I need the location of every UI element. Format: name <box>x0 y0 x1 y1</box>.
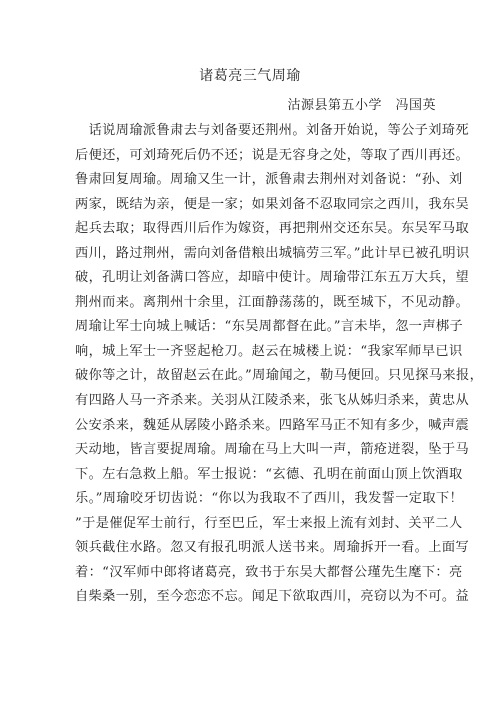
text-line: 响，城上军士一齐竖起枪刀。赵云在城楼上说：“我家军师早已识 <box>75 343 463 359</box>
document-title: 诸葛亮三气周瑜 <box>199 68 301 84</box>
text-line: 着：“汉军师中郎将诸葛亮，致书于东吴大都督公瑾先生麾下：亮 <box>75 564 463 580</box>
story-body <box>75 119 484 610</box>
text-line: 话说周瑜派鲁肃去与刘备要还荆州。刘备开始说，等公子刘琦死 <box>75 123 470 138</box>
text-line: 西川，路过荆州，需向刘备借粮出城犒劳三军。”此计早已被孔明识 <box>75 245 470 261</box>
text-line: 乐。”周瑜咬牙切齿说：“你以为我取不了西川，我发誓一定取下！ <box>75 491 464 507</box>
text-line: 破，孔明让刘备满口答应，却暗中使计。周瑜带江东五万大兵，望 <box>75 270 470 286</box>
text-line: 下。左右急救上船。军士报说：“玄德、孔明在前面山顶上饮酒取 <box>75 466 463 482</box>
text-line: 起兵去取；取得西川后作为嫁资，再把荆州交还东吴。东吴军马取 <box>75 221 470 237</box>
text-line: 自柴桑一别，至今恋恋不忘。闻足下欲取西川，亮窃以为不可。益 <box>75 589 470 605</box>
text-line: 破你等之计，故留赵云在此。”周瑜闻之，勒马便回。只见探马来报， <box>75 368 484 384</box>
text-line: 两家，既结为亲，便是一家；如果刘备不忍取同宗之西川，我东吴 <box>75 196 470 212</box>
text-line: 周瑜让军士向城上喊话：“东吴周都督在此。”言未毕，忽一声梆子 <box>75 319 464 335</box>
text-line: 公安杀来，魏延从孱陵小路杀来。四路军马正不知有多少，喊声震 <box>75 417 470 433</box>
text-line: 领兵截住水路。忽又有报孔明派人送书来。周瑜拆开一看。上面写 <box>75 540 470 556</box>
author-byline: 沽源县第五小学 冯国英 <box>287 98 436 113</box>
text-line: ”于是催促军士前行，行至巴丘，军士来报上流有刘封、关平二人 <box>75 515 463 531</box>
text-line: 鲁肃回复周瑜。周瑜又生一计，派鲁肃去荆州对刘备说：“孙、刘 <box>75 172 463 188</box>
text-line: 有四路人马一齐杀来。关羽从江陵杀来，张飞从姊归杀来，黄忠从 <box>75 393 470 409</box>
text-line: 荆州而来。离荆州十余里，江面静荡荡的，既至城下，不见动静。 <box>75 294 470 310</box>
text-line: 后便还，可刘琦死后仍不还；说是无容身之处，等取了西川再还。 <box>75 147 470 163</box>
text-line: 天动地，皆言要捉周瑜。周瑜在马上大叫一声，箭疮迸裂，坠于马 <box>75 442 470 458</box>
